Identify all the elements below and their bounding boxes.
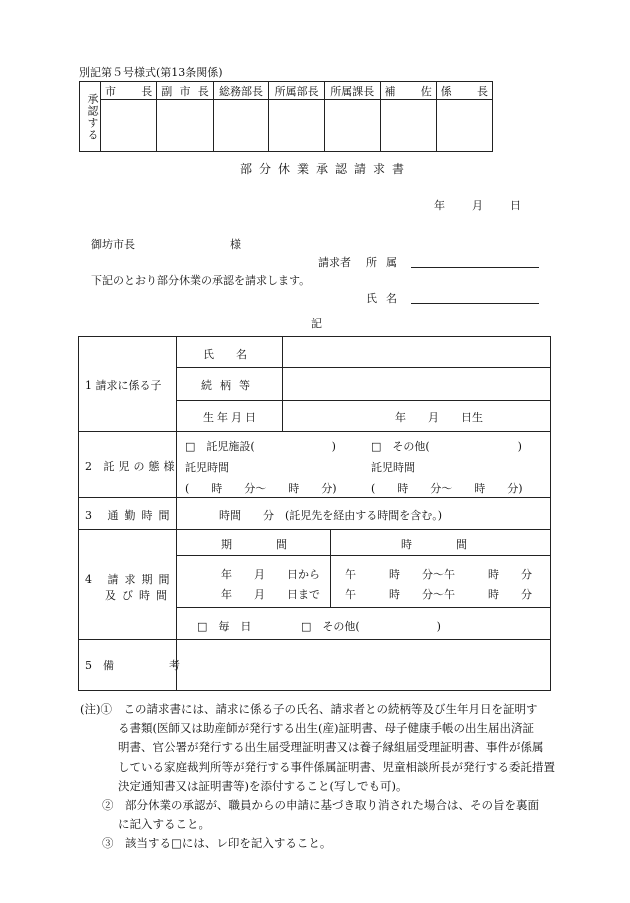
childcare-time-label-1: 託児時間 bbox=[185, 461, 229, 474]
relation-label: 続柄等 bbox=[201, 379, 258, 392]
note-3: ③ 該当する□には、レ印を記入すること。 bbox=[102, 836, 332, 851]
approval-stamp-cell[interactable] bbox=[101, 100, 157, 152]
addressee: 御坊市長 bbox=[91, 238, 135, 251]
remarks-field[interactable] bbox=[183, 645, 543, 685]
childcare-time-range-2[interactable]: ( 時 分～ 時 分) bbox=[371, 482, 523, 495]
approval-table bbox=[79, 81, 493, 152]
daily-option[interactable]: □ 毎 日 bbox=[197, 620, 252, 633]
note-2-line: に記入すること。 bbox=[118, 817, 210, 832]
note-1-line: 明書、官公署が発行する出生届受理証明書又は養子縁組届受理証明書、事件が係属 bbox=[118, 740, 544, 755]
note-1: (注)① この請求書には、請求に係る子の氏名、請求者との続柄等及び生年月日を証明す bbox=[80, 702, 538, 716]
notes-section bbox=[80, 700, 560, 854]
note-1-line: している家庭裁判所等が発行する事件係属証明書、児童相談所長が発行する委託措置 bbox=[118, 759, 555, 774]
time-to-field[interactable]: 午 時 分～午 時 分 bbox=[345, 588, 532, 601]
approval-stamp-cell[interactable] bbox=[157, 100, 214, 152]
approval-stamp-cell[interactable] bbox=[324, 100, 380, 152]
request-table bbox=[78, 336, 551, 691]
approval-header-deputy-mayor: 副 市 長 bbox=[157, 82, 214, 100]
birthdate-field[interactable]: 年 月 日生 bbox=[395, 411, 483, 424]
approval-stamp-cell[interactable] bbox=[380, 100, 436, 152]
period-from-field[interactable]: 年 月 日から bbox=[221, 568, 320, 581]
ki-heading: 記 bbox=[311, 317, 322, 330]
note-1-line: る書類(医師又は助産師が発行する出生(産)証明書、母子健康手帳の出生届出済証 bbox=[118, 721, 534, 736]
approval-stamp-cell[interactable] bbox=[436, 100, 492, 152]
commute-time-field[interactable]: 時間 分 (託児先を経由する時間を含む。) bbox=[219, 509, 443, 522]
requester-label: 請求者 bbox=[318, 256, 351, 269]
note-1-line: 決定通知書又は証明書等)を添付すること(写しでも可)。 bbox=[118, 778, 408, 793]
addressee-honorific: 様 bbox=[230, 238, 241, 251]
approval-header-mayor: 市 長 bbox=[101, 82, 157, 100]
time-column-header: 時 間 bbox=[401, 538, 467, 551]
row4-label-line1: 4 請求期間 bbox=[85, 573, 176, 586]
relation-field[interactable] bbox=[287, 372, 547, 394]
other-schedule-option[interactable]: □ その他( ) bbox=[301, 620, 441, 633]
approval-header-dept-head: 所属部長 bbox=[269, 82, 325, 100]
childcare-other-option[interactable]: □ その他( ) bbox=[371, 440, 522, 453]
child-name-field[interactable] bbox=[287, 341, 547, 363]
approval-side-label: 承認する bbox=[80, 82, 101, 152]
approval-header-assistant: 補 佐 bbox=[380, 82, 436, 100]
row3-label: 3 通勤時間 bbox=[85, 509, 176, 522]
affiliation-field[interactable] bbox=[411, 254, 539, 271]
form-number: 別記第５号様式(第13条関係) bbox=[79, 66, 223, 79]
row1-label: 1 請求に係る子 bbox=[85, 379, 162, 392]
name-label: 氏名 bbox=[366, 292, 406, 305]
note-2: ② 部分休業の承認が、職員からの申請に基づき取り消された場合は、その旨を裏面 bbox=[102, 798, 539, 813]
date-month-label: 月 bbox=[472, 199, 483, 212]
childcare-time-range-1[interactable]: ( 時 分～ 時 分) bbox=[185, 482, 337, 495]
row2-label: 2 託児の態様 bbox=[85, 460, 179, 473]
time-from-field[interactable]: 午 時 分～午 時 分 bbox=[345, 568, 532, 581]
date-year-label: 年 bbox=[434, 199, 445, 212]
childcare-time-label-2: 託児時間 bbox=[371, 461, 415, 474]
date-day-label: 日 bbox=[510, 199, 521, 212]
period-to-field[interactable]: 年 月 日まで bbox=[221, 588, 320, 601]
page-title: 部分休業承認請求書 bbox=[240, 162, 412, 176]
approval-stamp-cell[interactable] bbox=[269, 100, 325, 152]
row4-label-line2: 及び時間 bbox=[105, 589, 173, 602]
row5-label: 5 備 考 bbox=[85, 659, 180, 672]
childcare-facility-option[interactable]: □ 託児施設( ) bbox=[185, 440, 336, 453]
name-field[interactable] bbox=[411, 290, 539, 307]
child-name-label: 氏名 bbox=[203, 348, 269, 361]
approval-stamp-cell[interactable] bbox=[213, 100, 269, 152]
birthdate-label: 生年月日 bbox=[203, 411, 259, 424]
approval-header-general-affairs: 総務部長 bbox=[213, 82, 269, 100]
period-column-header: 期 間 bbox=[221, 538, 287, 551]
affiliation-label: 所属 bbox=[366, 256, 406, 269]
request-statement: 下記のとおり部分休業の承認を請求します。 bbox=[91, 274, 311, 287]
approval-header-subsection-chief: 係 長 bbox=[436, 82, 492, 100]
approval-header-section-chief: 所属課長 bbox=[324, 82, 380, 100]
